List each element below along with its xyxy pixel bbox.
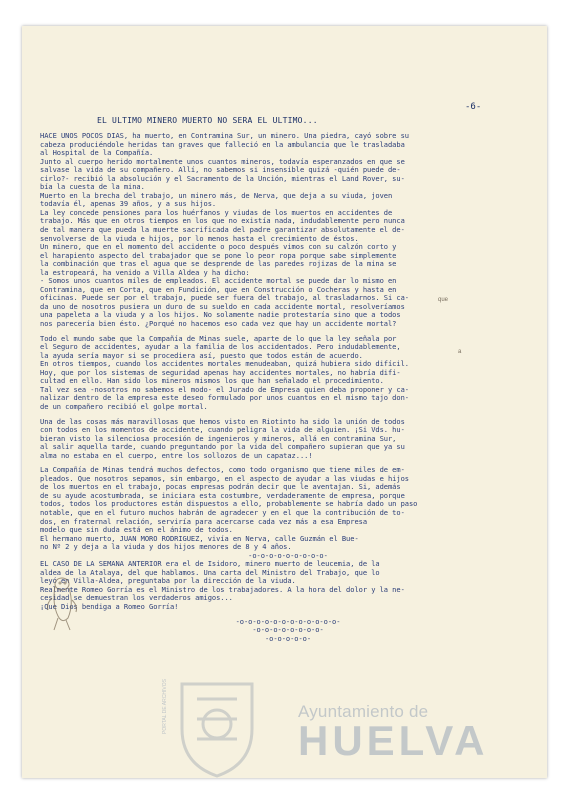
watermark-line-2: HUELVA — [298, 717, 489, 764]
text-line: Hoy, que por los sistemas de seguridad apenas hay accidentes mortales, no habría difi- — [40, 367, 401, 377]
text-line: Junto al cuerpo herido mortalmente unos cuantos mineros, todavía esperanzados en que se — [40, 156, 405, 166]
text-line: de un compañero recibió el golpe mortal. — [40, 401, 208, 411]
handwritten-note: a — [458, 349, 462, 355]
text-line: todavía él, apenas 39 años, y a sus hijos. — [40, 199, 217, 209]
text-line: da uno de nosotros pusiera un duro de su sueldo en cada accidente mortal, resolveríamos — [40, 301, 405, 311]
text-line: al Hospital de la Compañía. — [40, 148, 154, 158]
text-line: cesidad se demuestran los verdaderos amigos... — [40, 593, 233, 603]
archive-watermark — [298, 702, 489, 764]
text-line: de su ayude acostumbrada, se iniciara esta costumbre, verdaderamente de empresa, porque — [40, 490, 405, 500]
text-line: ¡Que Dios bendiga a Romeo Gorría! — [40, 601, 179, 611]
text-line: Un minero, que en el momento del accidente o poco después vimos con su calzón corto y — [40, 242, 397, 252]
text-line: el harapiento aspecto del trabajador que se pone lo peor ropa porque sabe simplemente — [40, 250, 397, 260]
text-line: de tal manera que pueda la muerte sacrificada del padre garantizar absolutamente el de- — [40, 225, 405, 235]
text-line: -o-o-o-o-o- — [264, 633, 312, 643]
text-line: leyó en Villa-Aldea, preguntaba por la dirección de la viuda. — [40, 576, 296, 586]
text-line: todos, todos los productores están dispuestos a ello, probablemente se habría dado un paso — [40, 499, 418, 509]
text-line: notable, que en el futuro muchos habrán de agradecer y en el que la contribución de to- — [40, 507, 405, 517]
text-line: Tal vez sea -nosotros no sabemos el modo- el Jurado de Empresa quien deba proponer y ca- — [40, 384, 409, 394]
municipal-seal-icon — [162, 674, 272, 778]
text-line: cabeza produciéndole heridas tan graves que falleció en la ambulancia que le trasladaba — [40, 139, 405, 149]
text-line: no Nº 2 y deja a la viuda y dos hijos menores de 8 y 4 años. — [40, 542, 292, 552]
text-line: bieran visto la silenciosa procesión de ingenieros y mineros, allá en contramina Sur, — [40, 433, 397, 443]
text-line: nos parecería bien ésto. ¿Porqué no hacemos eso cada vez que hay un accidente mortal? — [40, 319, 397, 329]
article-body — [40, 132, 536, 643]
text-line: Todo el mundo sabe que la Compañía de Minas suele, aparte de lo que la ley señala por — [40, 333, 397, 343]
text-line: oficinas. Puede ser por el trabajo, puede ser fuera del trabajo, al trasladarnos. Si ca- — [40, 293, 409, 303]
text-line: cirlo?- recibió la absolución y el Sacramento de la Unción, mientras el Land Rover, su- — [40, 173, 405, 183]
text-line: de los muertos en el trabajo, pocas empresas podrán decir que le aventajan. Si, además — [40, 482, 401, 492]
text-line: la ayuda sería mayor si se procediera así, puesto que todos están de acuerdo. — [40, 350, 363, 360]
text-line: La Compañía de Minas tendrá muchos defectos, como todo organismo que tiene miles de em- — [40, 465, 405, 475]
text-line: la estropeará, ha venido a Villa Aldea y ha dicho: — [40, 267, 250, 277]
handwritten-note: que — [438, 297, 449, 303]
watermark-line-1: Ayuntamiento de — [298, 702, 429, 721]
doodle-figure-icon — [42, 574, 82, 634]
text-line: -o-o-o-o-o-o-o-o-o- — [248, 550, 328, 560]
article-title: EL ULTIMO MINERO MUERTO NO SERA EL ULTIMO... — [97, 116, 318, 125]
text-line: aldea de la Atalaya, del que hablamos. Una carta del Ministro del Trabajo, que lo — [40, 567, 380, 577]
text-line: - Somos unos cuantos miles de empleados. El accidente mortal se puede dar lo mismo en — [40, 276, 397, 286]
text-line: Muerto en la brecha del trabajo, un minero más, de Nerva, que deja a su viuda, joven — [40, 190, 393, 200]
text-line: dos, en fraternal relación, serviría para acercarse cada vez más a esa Empresa — [40, 516, 368, 526]
text-line: cultad en ello. Han sido los mineros mismos los que han señalado el procedimiento. — [40, 376, 384, 386]
text-line: La ley concede pensiones para los huérfanos y viudas de los muertos en accidentes de — [40, 207, 393, 217]
text-line: con todos en los momentos de accidente, cuando peligra la vida de alguien. ¡Si Vds. hu- — [40, 425, 405, 435]
text-line: nalizar dentro de la empresa este deseo formulado por unos cuantos en el mismo tajo don- — [40, 393, 409, 403]
document-page — [22, 26, 547, 778]
text-line: una papeleta a la viuda y a los hijos. No solamente nadie protestaría sino que a todos — [40, 310, 401, 320]
text-line: el Seguro de accidentes, ayudar a la familia de los accidentados. Pero indudablemente, — [40, 342, 401, 352]
text-line: la combinación que tras el agua que se desprende de las paredes rojizas de la mina se — [40, 259, 397, 269]
text-line: pleados. Que nosotros sepamos, sin embargo, en el aspecto de ayudar a las viudas e hijos — [40, 473, 409, 483]
text-line: modelo que sin duda está en el ánimo de todos. — [40, 525, 233, 535]
text-line: -o-o-o-o-o-o-o-o- — [252, 625, 324, 635]
text-line: En otros tiempos, cuando los accidentes mortales menudeaban, quizá hubiera sido difícil. — [40, 359, 409, 369]
text-line: HACE UNOS POCOS DIAS, ha muerto, en Contramina Sur, un minero. Una piedra, cayó sobre su — [40, 131, 409, 140]
text-line: Realmente Romeo Gorría es el Ministro de los trabajadores. A la hora del dolor y la ne- — [40, 584, 405, 594]
text-line: Una de las cosas más maravillosas que hemos visto en Riotinto ha sido la unión de todos — [40, 416, 405, 426]
page-number: -6- — [465, 102, 482, 112]
archive-side-text: PORTAL DE ARCHIVOS — [162, 679, 168, 734]
text-line: El hermano muerto, JUAN MORO RODRIGUEZ, vivía en Nerva, calle Guzmán el Bue- — [40, 533, 359, 543]
text-line: al salir aquella tarde, cuando preguntando por la vida del compañero supieran que ya su — [40, 442, 405, 452]
text-line: salvase la vida de su compañero. Allí, no sabemos si insensible quizá -quién puede de- — [40, 165, 401, 175]
text-line: trabajo. Más que en otros tiempos en los que no existía nada, indudablemente pero nunca — [40, 216, 405, 226]
text-line: senvolverse de la viuda e hijos, por lo menos hasta el crecimiento de éstos. — [40, 233, 359, 243]
text-line: EL CASO DE LA SEMANA ANTERIOR era el de Isidoro, minero muerto de leucemia, de la — [40, 559, 380, 569]
text-line: -o-o-o-o-o-o-o-o-o-o-o-o- — [235, 616, 341, 626]
text-line: alma no estaba en el cuerpo, entre los sollozos de un capataz...! — [40, 450, 313, 460]
text-line: Contramina, que en Corta, que en Fundición, que en Construcción o Cocheras y hasta en — [40, 284, 397, 294]
text-line: bía la cuesta de la mina. — [40, 182, 145, 192]
